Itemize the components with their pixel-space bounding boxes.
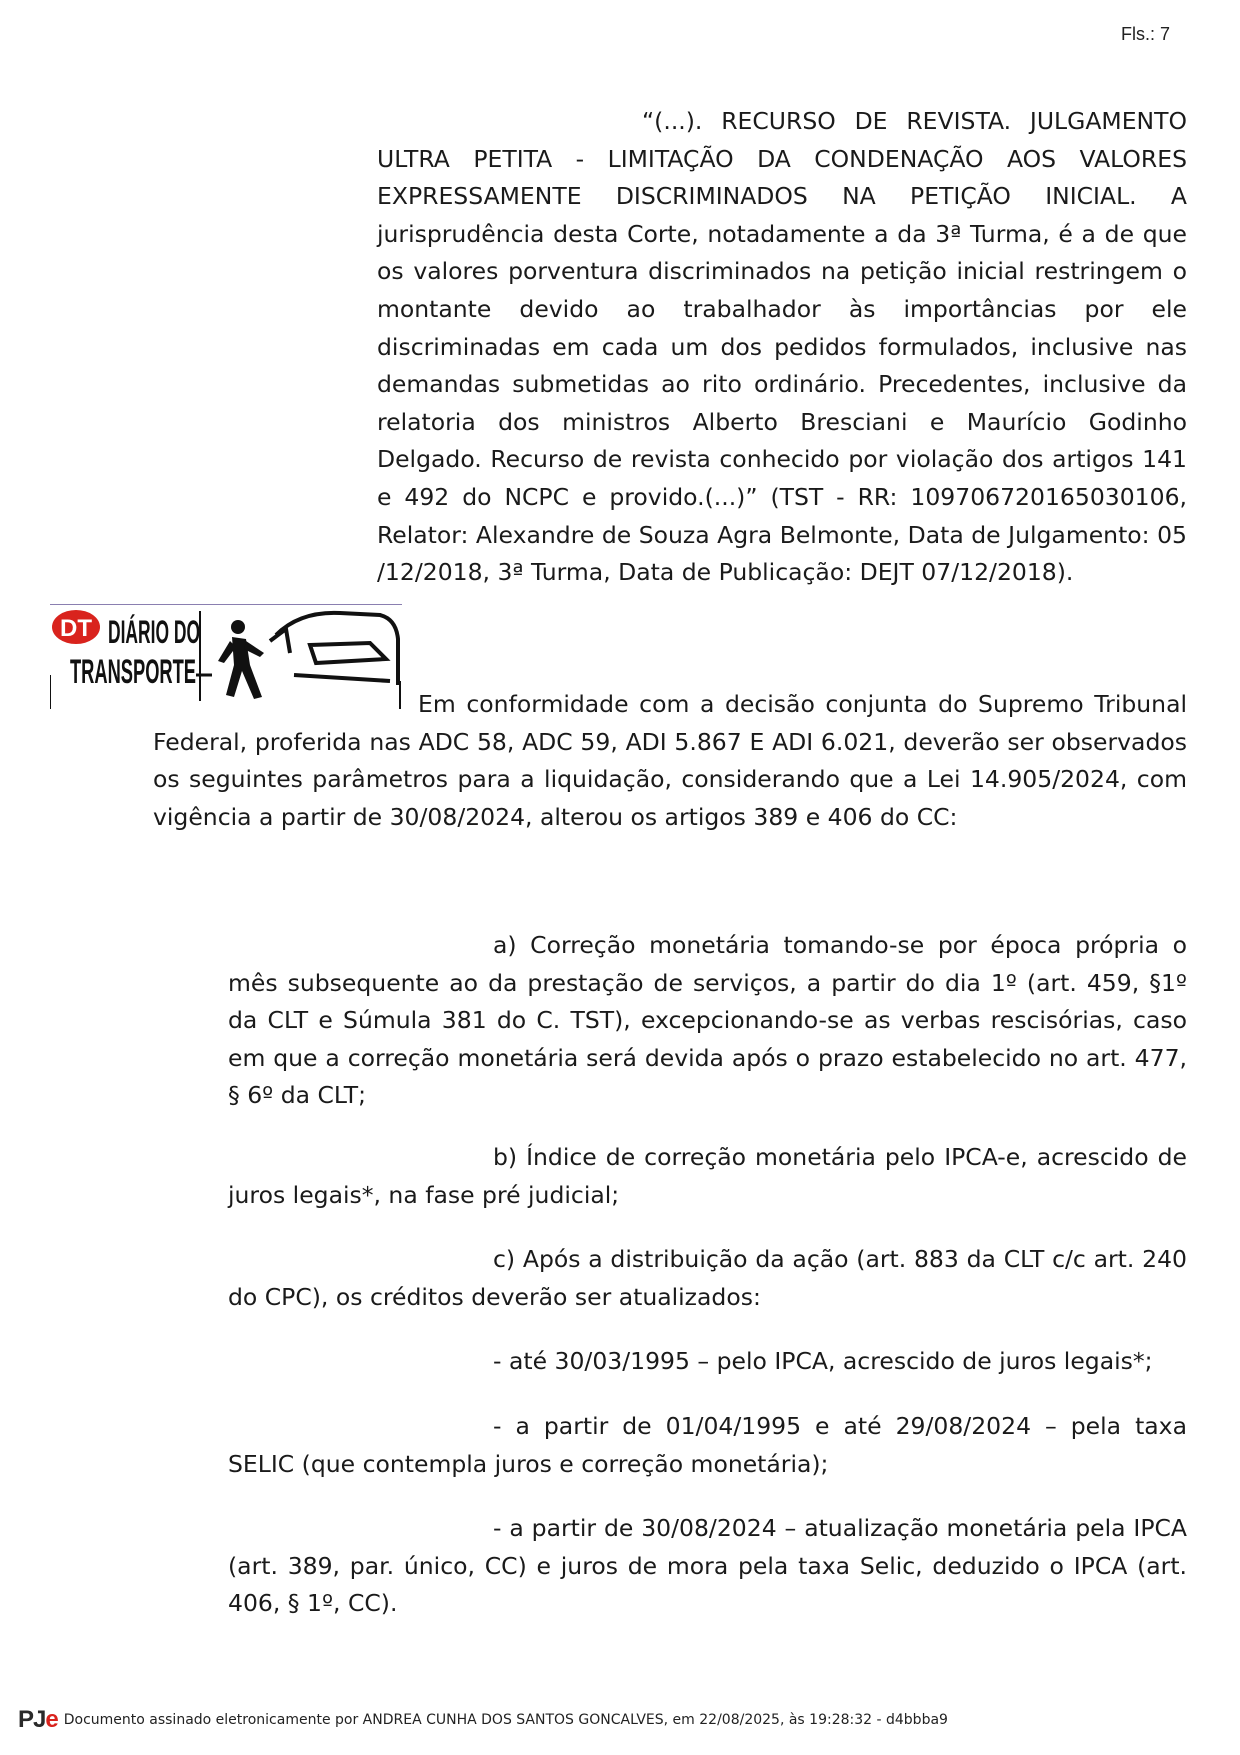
main-paragraph-text: Em conformidade com a decisão conjunta do Supremo Tribunal Federal, proferida nas ADC 58, ADC 59, ADI 5.867 E ADI 6.021, deverão ser observados os seguintes parâmetros para a liquidação, considerando que a Lei 14.905/2024, com vigência a partir de 30/08/2024, alterou os artigos 389 e 406 do CC:	[153, 690, 1187, 831]
bus-icon	[270, 613, 398, 685]
title-line-1: DIÁRIO DO	[108, 614, 200, 650]
item-c-text: c) Após a distribuição da ação (art. 883 da CLT c/c art. 240 do CPC), os créditos deverão ser atualizados:	[228, 1245, 1187, 1311]
watermark-logo	[50, 605, 402, 709]
list-item	[228, 1510, 1187, 1623]
list-item	[228, 1343, 1187, 1381]
pje-logo-text: PJ	[18, 1706, 46, 1733]
list-item	[228, 1241, 1187, 1316]
item-b-text: b) Índice de correção monetária pelo IPCA-e, acrescido de juros legais*, na fase pré judicial;	[228, 1143, 1187, 1209]
sub-item-3-text: - a partir de 30/08/2024 – atualização monetária pela IPCA (art. 389, par. único, CC) e juros de mora pela taxa Selic, deduzido o IPCA (art. 406, § 1º, CC).	[228, 1514, 1187, 1618]
title-line-2: TRANSPORTE	[70, 653, 196, 691]
badge-text: DT	[60, 615, 92, 642]
pje-logo	[18, 1706, 58, 1734]
pje-logo-accent: e	[45, 1706, 58, 1733]
list-item	[228, 1408, 1187, 1483]
diario-do-transporte-watermark	[50, 604, 402, 709]
signature-text: Documento assinado eletronicamente por ANDREA CUNHA DOS SANTOS GONCALVES, em 22/08/2025, às 19:28:32 - d4bbba9	[63, 1712, 948, 1728]
sub-item-1-text: - até 30/03/1995 – pelo IPCA, acrescido de juros legais*;	[493, 1347, 1153, 1375]
item-a-text: a) Correção monetária tomando-se por época própria o mês subsequente ao da prestação de serviços, a partir do dia 1º (art. 459, §1º da CLT e Súmula 381 do C. TST), excepcionando-se as verbas rescisórias, caso em que a correção monetária será devida após o prazo estabelecido no art. 477, § 6º da CLT;	[228, 931, 1187, 1110]
list-item	[228, 1139, 1187, 1214]
list-item	[228, 927, 1187, 1115]
walking-person-icon	[218, 620, 264, 699]
signature-footer	[18, 1706, 948, 1734]
sub-item-2-text: - a partir de 01/04/1995 e até 29/08/2024 – pela taxa SELIC (que contempla juros e correção monetária);	[228, 1412, 1187, 1478]
jurisprudence-quote	[377, 103, 1187, 592]
quote-text: “(...). RECURSO DE REVISTA. JULGAMENTO ULTRA PETITA - LIMITAÇÃO DA CONDENAÇÃO AOS VALORES EXPRESSAMENTE DISCRIMINADOS NA PETIÇÃO INICIAL. A jurisprudência desta Corte, notadamente a da 3ª Turma, é a de que os valores porventura discriminados na petição inicial restringem o montante devido ao trabalhador às importâncias por ele discriminadas em cada um dos pedidos formulados, inclusive nas demandas submetidas ao rito ordinário. Precedentes, inclusive da relatoria dos ministros Alberto Bresciani e Maurício Godinho Delgado. Recurso de revista conhecido por violação dos artigos 141 e 492 do NCPC e provido.(...)” (TST - RR: 109706720165030106, Relator: Alexandre de Souza Agra Belmonte, Data de Julgamento: 05 /12/2018, 3ª Turma, Data de Publicação: DEJT 07/12/2018).	[377, 107, 1187, 587]
page-number: Fls.: 7	[1120, 24, 1170, 44]
